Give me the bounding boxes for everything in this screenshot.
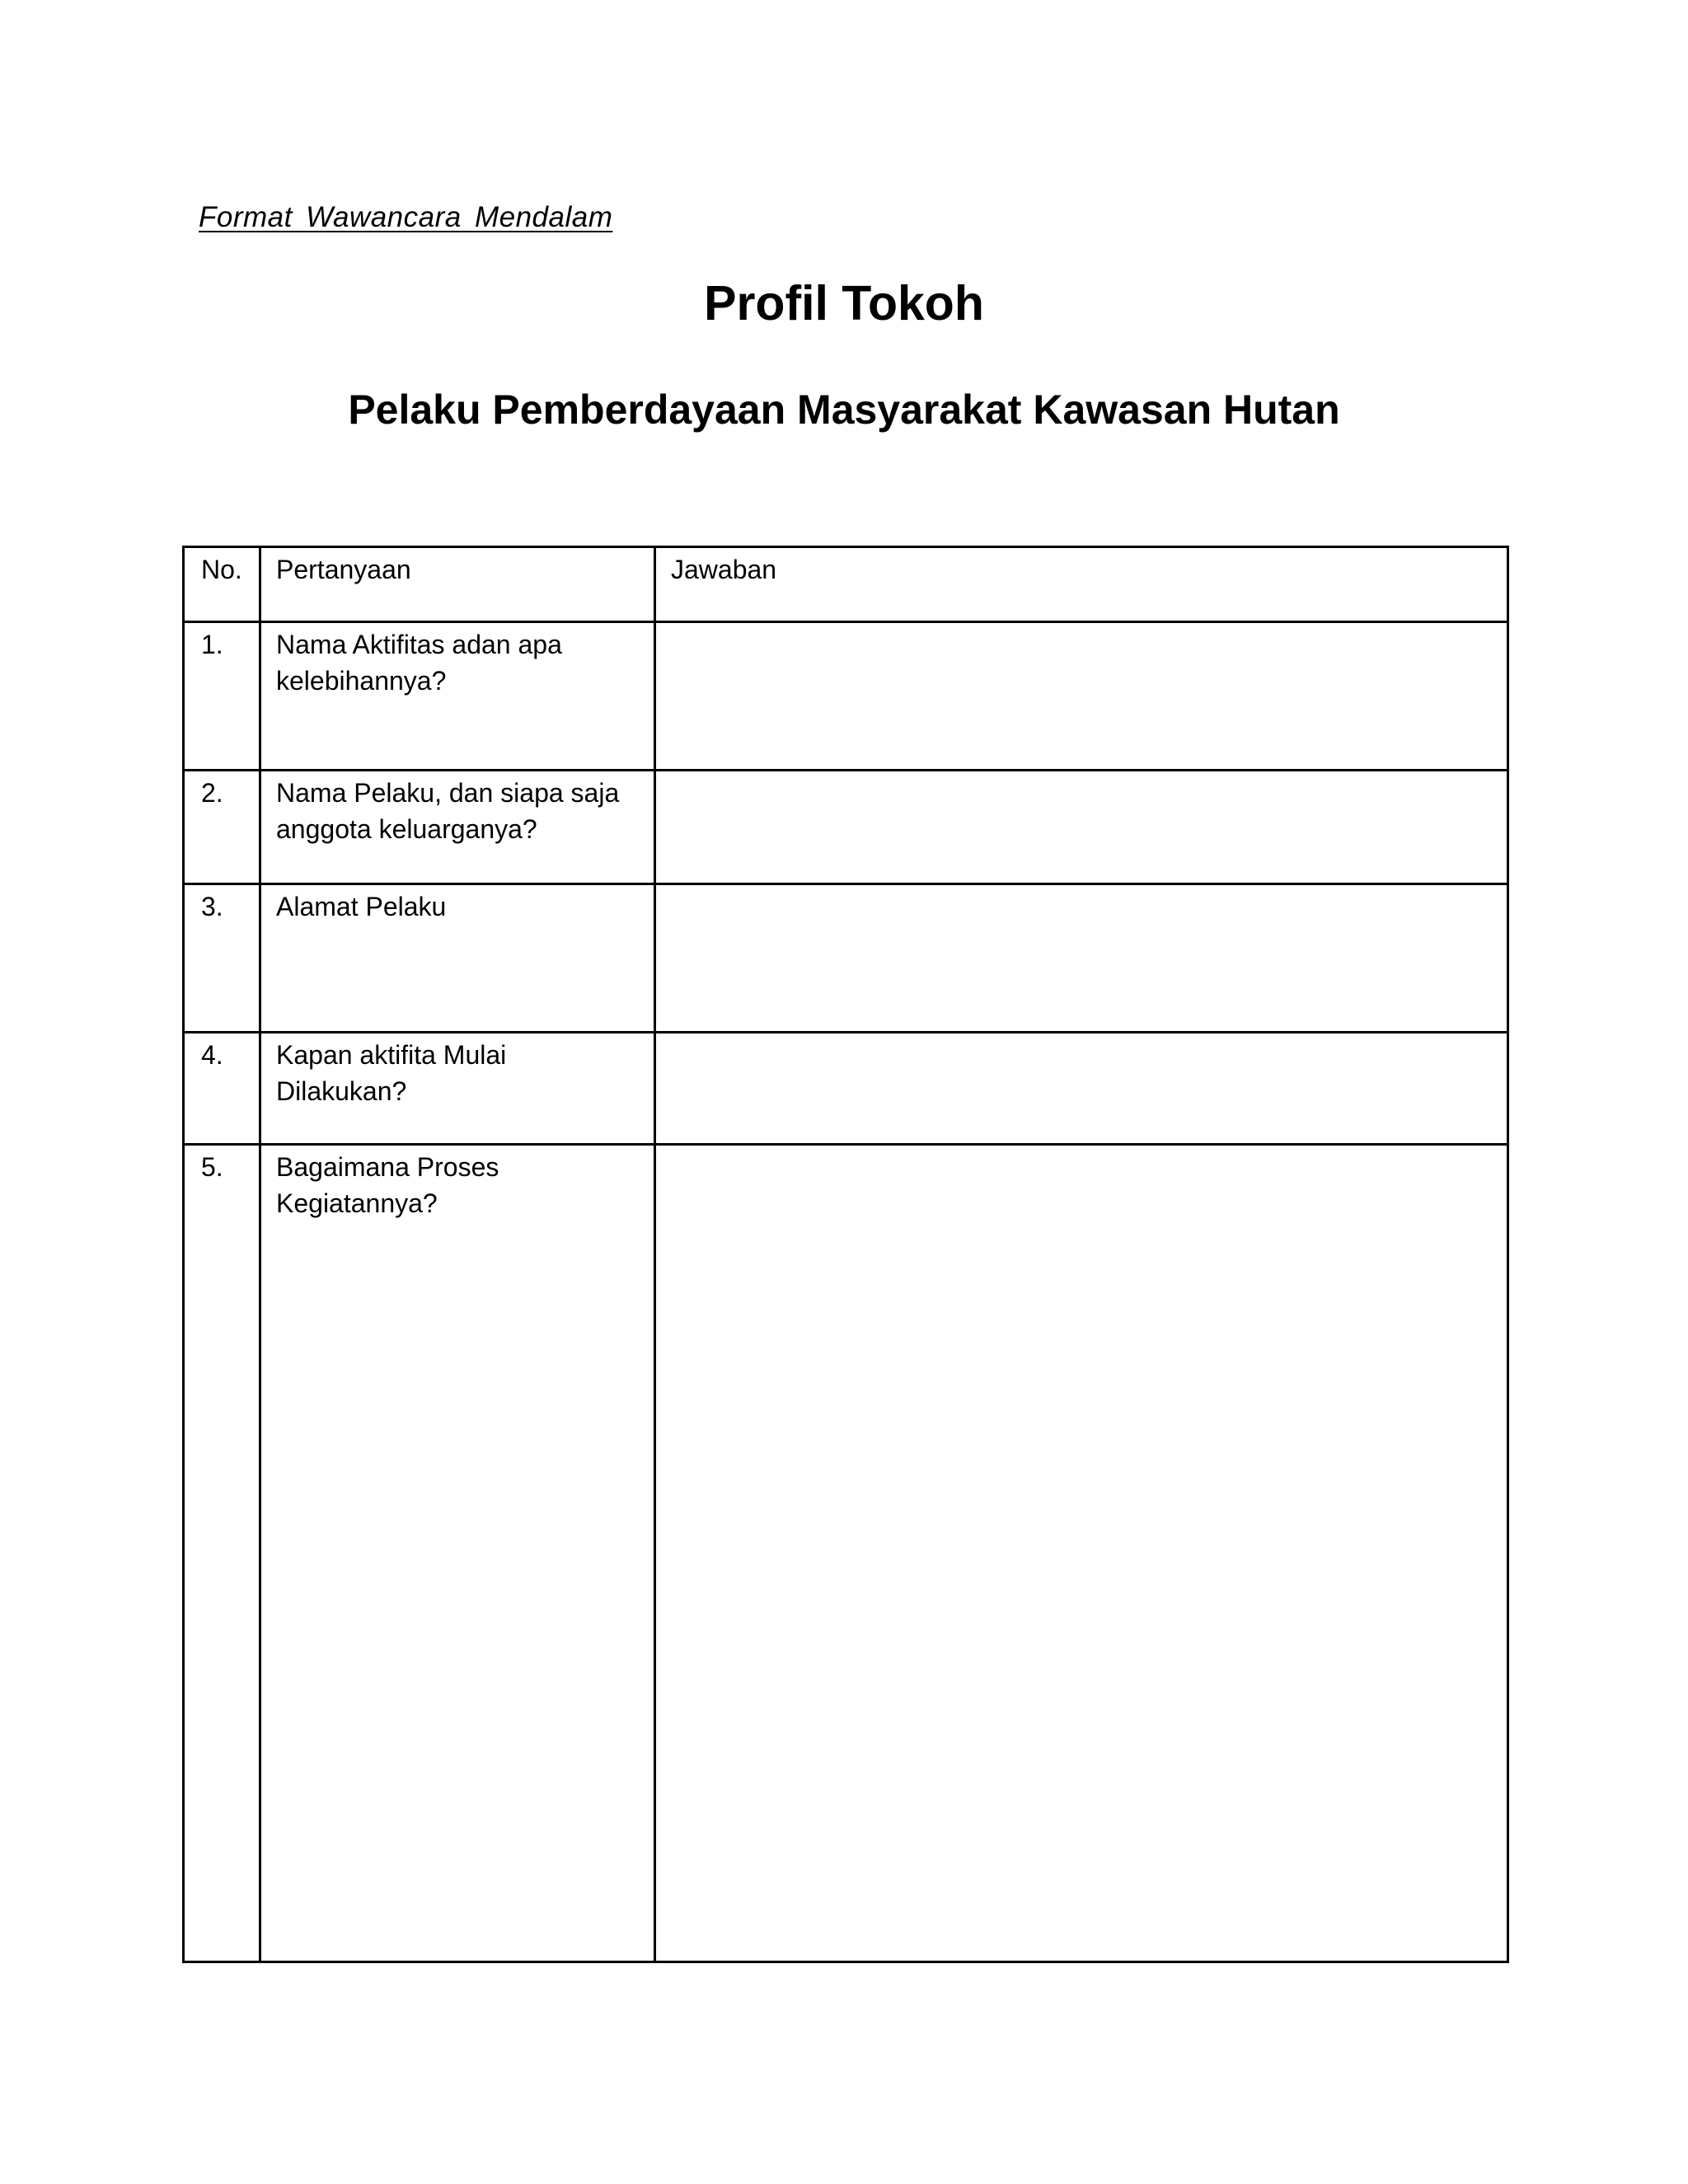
table-row (184, 1145, 1508, 1962)
row-number: 1. (184, 622, 260, 771)
question-text: Alamat Pelaku (276, 892, 447, 921)
header-question: Pertanyaan (260, 547, 655, 622)
table-header-row (184, 547, 1508, 622)
header-answer: Jawaban (655, 547, 1508, 622)
row-answer-cell[interactable] (655, 884, 1508, 1033)
row-question (260, 884, 655, 1033)
row-question (260, 771, 655, 884)
interview-table (182, 546, 1509, 1963)
table-row (184, 771, 1508, 884)
table-row (184, 884, 1508, 1033)
row-question (260, 1145, 655, 1962)
row-question (260, 622, 655, 771)
row-question (260, 1033, 655, 1145)
question-text: Kapan aktifita Mulai Dilakukan? (276, 1040, 507, 1106)
row-answer-cell[interactable] (655, 622, 1508, 771)
question-text: Nama Pelaku, dan siapa saja anggota keluarganya? (276, 778, 620, 844)
page-subtitle: Pelaku Pemberdayaan Masyarakat Kawasan Hutan (348, 387, 1340, 433)
row-number: 3. (184, 884, 260, 1033)
question-text: Bagaimana Proses Kegiatannya? (276, 1152, 499, 1218)
row-answer-cell[interactable] (655, 1145, 1508, 1962)
question-text: Nama Aktifitas adan apa kelebihannya? (276, 630, 562, 696)
row-number: 4. (184, 1033, 260, 1145)
page-title: Profil Tokoh (704, 276, 984, 330)
row-answer-cell[interactable] (655, 771, 1508, 884)
row-number: 5. (184, 1145, 260, 1962)
format-label: Format Wawancara Mendalam (199, 201, 613, 233)
row-answer-cell[interactable] (655, 1033, 1508, 1145)
table-row (184, 1033, 1508, 1145)
row-number: 2. (184, 771, 260, 884)
header-no: No. (184, 547, 260, 622)
table-row (184, 622, 1508, 771)
